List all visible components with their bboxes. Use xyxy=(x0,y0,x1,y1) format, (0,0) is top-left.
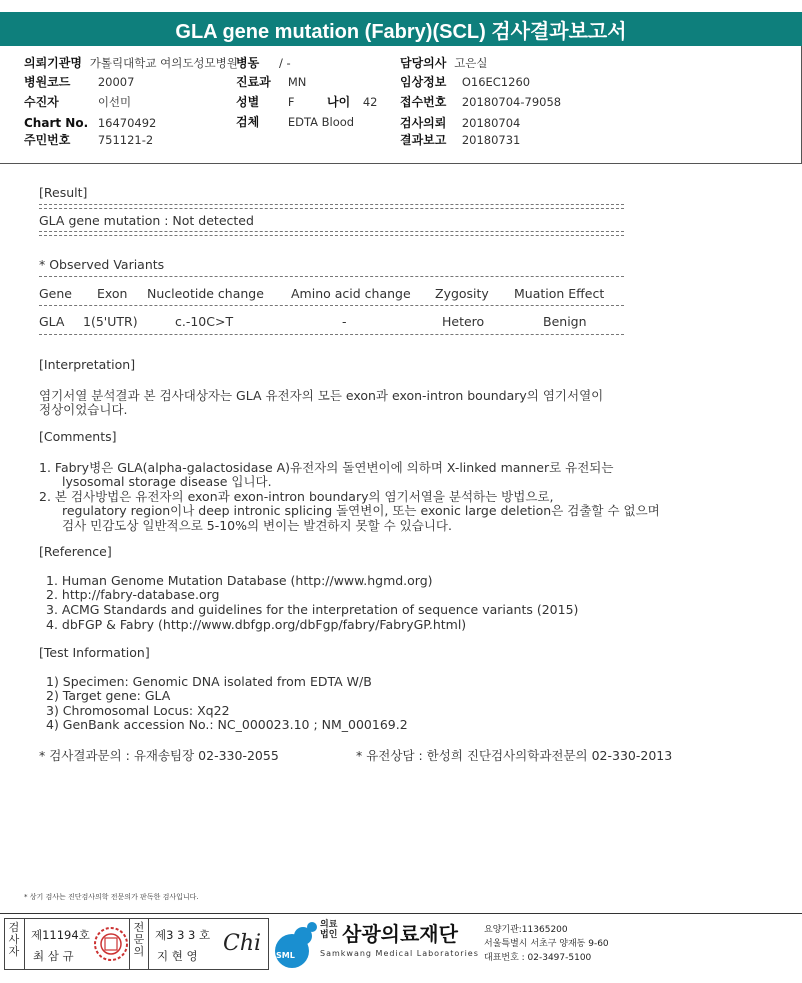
divider xyxy=(39,231,624,236)
department-field: 진료과 MN xyxy=(236,75,307,89)
test-information-heading: [Test Information] xyxy=(39,645,150,660)
table-cell: 1(5'UTR) xyxy=(83,314,138,329)
clinical-info-field: 임상정보 O16EC1260 xyxy=(400,75,531,89)
specialist-license: 제3 3 3 호 xyxy=(155,928,211,942)
specialist-label: 전 문 의 xyxy=(129,919,149,969)
receipt-number-field: 접수번호 20180704-79058 xyxy=(400,95,562,109)
column-header: Muation Effect xyxy=(514,286,605,301)
reference-item: 3. ACMG Standards and guidelines for the interpretation of sequence variants (2015) xyxy=(46,602,579,617)
age-field: 나이 42 xyxy=(327,95,378,109)
test-info-item: 4) GenBank accession No.: NC_000023.10 ; NM_000169.2 xyxy=(46,717,408,732)
observed-variants-heading: * Observed Variants xyxy=(39,257,165,272)
specimen-field: 검체 EDTA Blood xyxy=(236,115,355,129)
examiner-name: 최 삼 규 xyxy=(33,949,74,963)
divider xyxy=(39,334,624,335)
interpretation-heading: [Interpretation] xyxy=(39,357,136,372)
sex-field: 성별 F xyxy=(236,95,295,109)
contact-genetic-counseling: * 유전상담 : 한성희 진단검사의학과전문의 02-330-2013 xyxy=(356,748,673,763)
resident-id-field: 주민번호 751121-2 xyxy=(24,133,154,147)
test-info-item: 2) Target gene: GLA xyxy=(46,688,171,703)
divider xyxy=(39,204,624,209)
patient-info-header xyxy=(0,46,802,164)
institution-field: 의뢰기관명 가톨릭대학교 여의도성모병원 xyxy=(24,56,238,70)
variant-row xyxy=(39,314,639,330)
comment-text: 1. Fabry병은 GLA(alpha-galactosidase A)유전자의 돌연변이에 의하며 X-linked manner로 유전되는 xyxy=(39,460,614,475)
reference-item: 2. http://fabry-database.org xyxy=(46,587,220,602)
column-header: Amino acid change xyxy=(291,286,411,301)
table-cell: GLA xyxy=(39,314,65,329)
hospital-code-field: 병원코드 20007 xyxy=(24,75,135,89)
patient-name-field: 수진자 이선미 xyxy=(24,95,132,109)
divider xyxy=(39,276,624,277)
divider xyxy=(39,305,624,306)
table-cell: Hetero xyxy=(442,314,485,329)
specialist-name: 지 현 영 xyxy=(157,949,198,963)
reference-heading: [Reference] xyxy=(39,544,112,559)
footer-divider xyxy=(0,913,802,914)
ward-field: 병동 / - xyxy=(236,56,291,70)
column-header: Zygosity xyxy=(435,286,489,301)
result-heading: [Result] xyxy=(39,185,88,200)
column-header: Gene xyxy=(39,286,72,301)
org-address: 서울특별시 서초구 양재동 9-60 xyxy=(484,939,609,949)
examiner-label: 검 사 자 xyxy=(5,919,25,969)
org-code: 요양기관:11365200 xyxy=(484,925,568,935)
test-info-item: 1) Specimen: Genomic DNA isolated from EDTA W/B xyxy=(46,674,372,689)
table-cell: - xyxy=(342,314,347,329)
column-header: Nucleotide change xyxy=(147,286,264,301)
chart-number-field: Chart No. 16470492 xyxy=(24,116,157,130)
examiner-license: 제11194호 xyxy=(31,928,90,942)
report-title: GLA gene mutation (Fabry)(SCL) 검사결과보고서 xyxy=(175,20,627,43)
org-english-name: Samkwang Medical Laboratories xyxy=(320,949,479,958)
footnote: * 상기 검사는 진단검사의학 전문의가 판독한 검사입니다. xyxy=(24,893,199,901)
column-header: Exon xyxy=(97,286,128,301)
variant-table-header xyxy=(39,286,639,302)
org-name: 삼광의료재단 xyxy=(342,922,458,946)
reference-item: 1. Human Genome Mutation Database (http://www.hgmd.org) xyxy=(46,573,433,588)
comment-text: regulatory region이나 deep intronic splicing 돌연변이, 또는 exonic large deletion은 검출할 수 없으며 xyxy=(62,503,660,518)
reference-item: 4. dbFGP & Fabry (http://www.dbfgp.org/dbFgp/fabry/FabryGP.html) xyxy=(46,617,467,632)
signature-box xyxy=(4,918,269,970)
table-cell: Benign xyxy=(543,314,587,329)
request-date-field: 검사의뢰 20180704 xyxy=(400,116,521,130)
comments-heading: [Comments] xyxy=(39,429,117,444)
table-cell: c.-10C>T xyxy=(175,314,234,329)
test-info-item: 3) Chromosomal Locus: Xq22 xyxy=(46,703,230,718)
interpretation-text: 정상이었습니다. xyxy=(39,402,128,417)
comment-text: 검사 민감도상 일반적으로 5-10%의 변이는 발견하지 못할 수 있습니다. xyxy=(62,518,452,533)
doctor-field: 담당의사 고은실 xyxy=(400,56,488,70)
report-date-field: 결과보고 20180731 xyxy=(400,133,521,147)
sml-logo-icon xyxy=(272,920,320,974)
specialist-signature: Chi xyxy=(223,931,262,956)
org-type: 의료 법인 xyxy=(320,920,338,940)
comment-text: lysosomal storage disease 입니다. xyxy=(62,474,272,489)
org-phone: 대표번호 : 02-3497-5100 xyxy=(484,953,592,963)
result-line: GLA gene mutation : Not detected xyxy=(39,213,254,228)
logo-badge-text: SML xyxy=(276,951,295,960)
report-title-bar xyxy=(0,12,802,46)
interpretation-text: 염기서열 분석결과 본 검사대상자는 GLA 유전자의 모든 exon과 exon-intron boundary의 염기서열이 xyxy=(39,388,604,403)
contact-lab: * 검사결과문의 : 유재송팀장 02-330-2055 xyxy=(39,748,279,763)
examiner-seal-icon xyxy=(93,925,129,967)
comment-text: 2. 본 검사방법은 유전자의 exon과 exon-intron boundary의 염기서열을 분석하는 방법으로, xyxy=(39,489,554,504)
